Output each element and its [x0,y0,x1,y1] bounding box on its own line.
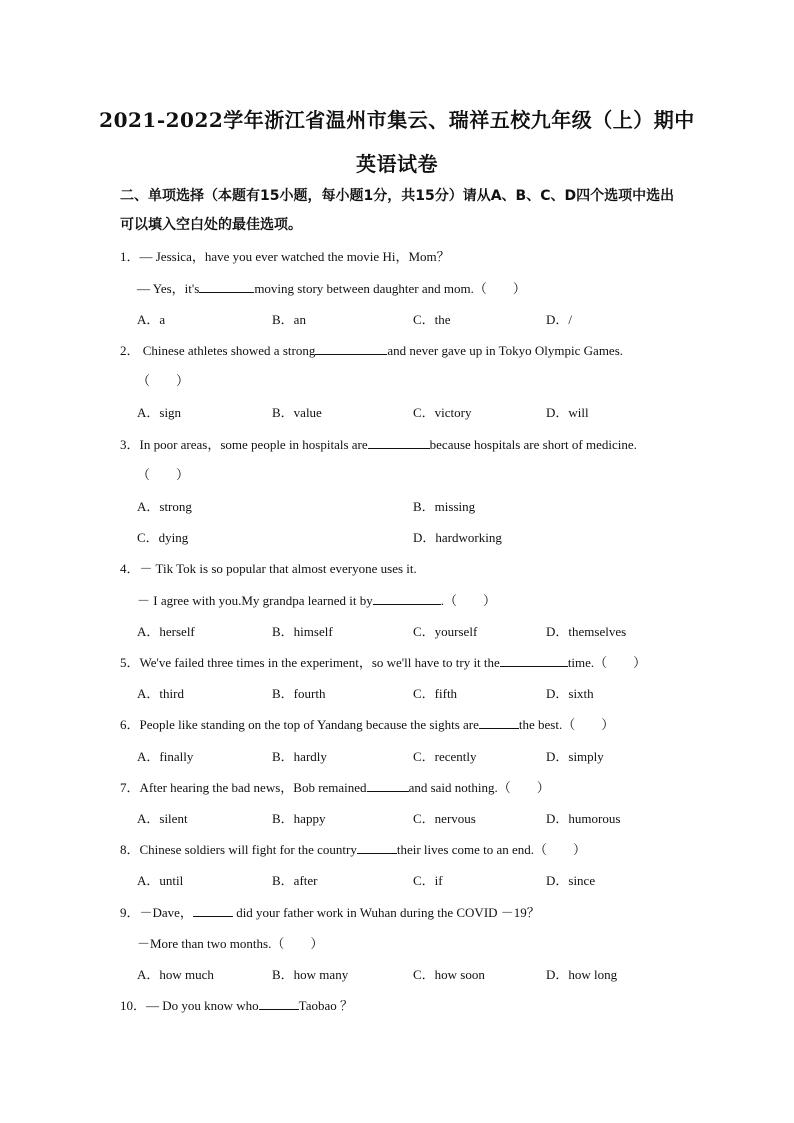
question-10-stem [120,997,353,1015]
question-8-option-c[interactable]: C．if [413,873,443,888]
question-1-option-c[interactable]: C．the [413,312,451,327]
question-1-option-b[interactable]: B．an [272,312,306,327]
question-2-stem-tail: and never gave up in Tokyo Olympic Games. [387,343,624,358]
question-5-blank[interactable] [500,654,568,667]
question-3-stem-tail: because hospitals are short of medicine. [429,437,637,452]
question-4-reply-tail: .（ ） [440,593,496,608]
question-6-stem-tail: the best.（ ） [518,717,615,732]
question-4-option-d[interactable]: D．themselves [546,624,627,639]
question-6-option-a[interactable]: A．finally [137,749,194,764]
question-2-option-a[interactable]: A．sign [137,405,182,420]
question-9-option-c[interactable]: C．how soon [413,967,485,982]
question-8-option-d[interactable]: D．since [546,873,596,888]
question-9-reply: －More than two months.（ ） [137,936,324,951]
question-5-option-a[interactable]: A．third [137,686,184,701]
question-6-stem-text: 6．People like standing on the top of Yandang because the sights are [120,717,479,732]
question-7-stem-text: 7．After hearing the bad news，Bob remained [120,780,367,795]
question-9-option-b[interactable]: B．how many [272,967,349,982]
question-2-stem [120,342,623,360]
question-7-stem [120,779,550,797]
question-5-option-c[interactable]: C．fifth [413,686,458,701]
question-1-reply-text: — Yes，it's [137,281,200,296]
question-5-stem-tail: time.（ ） [567,655,647,670]
question-9-option-a[interactable]: A．how much [137,967,214,982]
question-9-option-d[interactable]: D．how long [546,967,618,982]
question-1-option-a[interactable]: A．a [137,312,166,327]
question-4-option-b[interactable]: B．himself [272,624,333,639]
question-1-option-d[interactable]: D．/ [546,312,573,327]
question-1-stem: 1．— Jessica，have you ever watched the movie Hi，Mom？ [120,249,450,264]
question-8-stem-tail: their lives come to an end.（ ） [396,842,587,857]
question-8-option-a[interactable]: A．until [137,873,184,888]
question-9-stem-tail: did your father work in Wuhan during the COVID －19？ [232,905,540,920]
question-4-reply-text: － I agree with you.My grandpa learned it by [137,593,373,608]
question-4-option-a[interactable]: A．herself [137,624,195,639]
question-1-blank[interactable] [199,280,254,293]
question-8-stem [120,841,586,859]
question-3-option-b[interactable]: B．missing [413,499,476,514]
question-7-option-c[interactable]: C．nervous [413,811,476,826]
question-1-reply [137,280,526,298]
question-4-option-c[interactable]: C．yourself [413,624,478,639]
question-6-option-b[interactable]: B．hardly [272,749,327,764]
question-3-blank[interactable] [368,436,430,449]
question-8-option-b[interactable]: B．after [272,873,318,888]
question-7-option-a[interactable]: A．silent [137,811,188,826]
question-7-blank[interactable] [367,779,409,792]
exam-subtitle: 英语试卷 [356,152,438,176]
question-3-stem-text: 3．In poor areas，some people in hospitals are [120,437,368,452]
question-6-option-c[interactable]: C．recently [413,749,477,764]
question-3-stem [120,436,637,454]
question-5-option-d[interactable]: D．sixth [546,686,594,701]
question-7-option-b[interactable]: B．happy [272,811,326,826]
question-8-stem-text: 8．Chinese soldiers will fight for the country [120,842,357,857]
question-5-option-b[interactable]: B．fourth [272,686,326,701]
question-10-stem-tail: Taobao ？ [298,998,353,1013]
question-2-blank[interactable] [315,342,387,355]
question-3-option-d[interactable]: D．hardworking [413,530,502,545]
question-3-option-c[interactable]: C．dying [137,530,189,545]
question-9-stem [120,904,540,922]
exam-title: 2021-2022学年浙江省温州市集云、瑞祥五校九年级（上）期中 [99,108,695,132]
question-9-blank[interactable] [193,904,233,917]
question-5-stem-text: 5．We've failed three times in the experiment，so we'll have to try it the [120,655,500,670]
question-1-reply-tail: moving story between daughter and mom.（ ） [254,281,526,296]
question-4-stem: 4．－ Tik Tok is so popular that almost everyone uses it. [120,561,417,576]
question-8-blank[interactable] [357,841,397,854]
question-10-stem-text: 10．— Do you know who [120,998,259,1013]
question-3-paren: （ ） [137,467,190,482]
question-2-option-d[interactable]: D．will [546,405,589,420]
question-4-blank[interactable] [373,592,441,605]
question-10-blank[interactable] [259,997,299,1010]
question-3-option-a[interactable]: A．strong [137,499,192,514]
question-9-stem-text: 9．－Dave， [120,905,193,920]
question-6-blank[interactable] [479,716,519,729]
question-2-option-b[interactable]: B．value [272,405,322,420]
question-7-stem-tail: and said nothing.（ ） [408,780,550,795]
question-6-option-d[interactable]: D．simply [546,749,604,764]
question-7-option-d[interactable]: D．humorous [546,811,621,826]
question-2-paren: （ ） [137,373,190,388]
question-2-option-c[interactable]: C．victory [413,405,472,420]
question-6-stem [120,716,614,734]
question-4-reply [137,592,496,610]
question-2-stem-text: 2． Chinese athletes showed a strong [120,343,316,358]
question-5-stem [120,654,646,672]
section-heading: 二、单项选择（本题有15小题，每小题1分，共15分）请从A、B、C、D四个选项中选出可以填入空白处的最佳选项。 [120,188,675,233]
